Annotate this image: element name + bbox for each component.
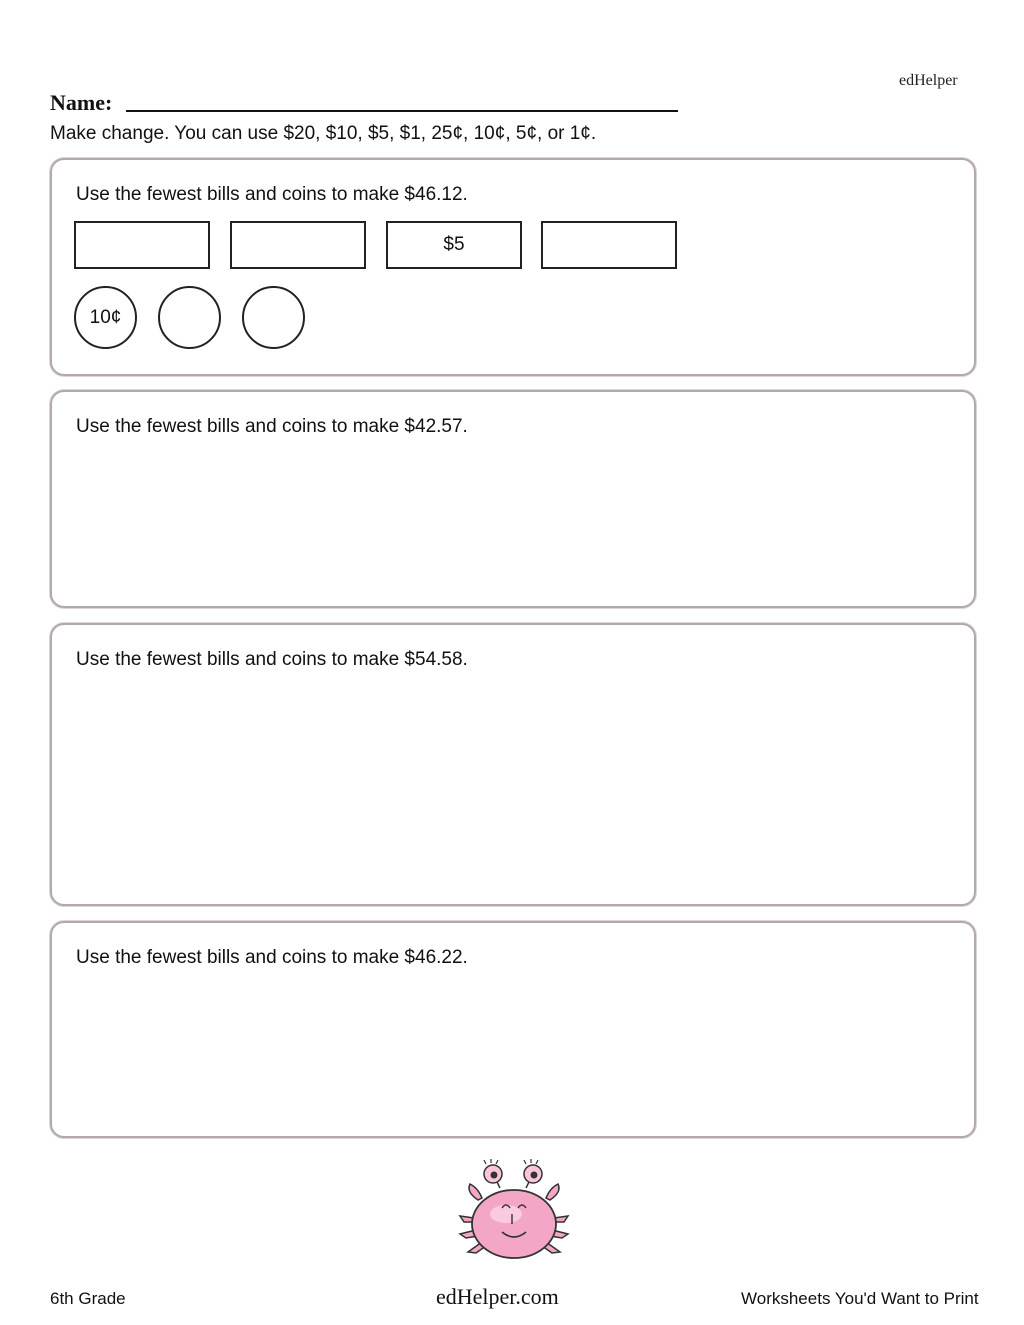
- brand-label: edHelper: [899, 72, 958, 89]
- bill-box-1[interactable]: [74, 221, 210, 269]
- instructions: Make change. You can use $20, $10, $5, $1, 25¢, 10¢, 5¢, or 1¢.: [50, 123, 597, 144]
- footer-site: edHelper.com: [436, 1284, 559, 1309]
- problem-panel-2: [50, 390, 976, 608]
- problem-panel-1: [50, 158, 976, 376]
- bill-box-3[interactable]: $5: [386, 221, 522, 269]
- name-row: [50, 88, 630, 116]
- name-field[interactable]: [126, 110, 678, 112]
- coin-circle-2[interactable]: [158, 286, 221, 349]
- footer-tagline: Worksheets You'd Want to Print: [741, 1289, 979, 1308]
- problem-prompt: Use the fewest bills and coins to make $46.12.: [76, 184, 468, 205]
- problem-prompt: Use the fewest bills and coins to make $46.22.: [76, 947, 468, 968]
- name-label: Name:: [50, 90, 113, 115]
- bill-box-4[interactable]: [541, 221, 677, 269]
- footer-grade: 6th Grade: [50, 1289, 126, 1308]
- bill-box-2[interactable]: [230, 221, 366, 269]
- problem-prompt: Use the fewest bills and coins to make $42.57.: [76, 416, 468, 437]
- coin-circle-3[interactable]: [242, 286, 305, 349]
- problem-prompt: Use the fewest bills and coins to make $54.58.: [76, 649, 468, 670]
- crab-mascot-icon: [456, 1158, 572, 1264]
- coin-circle-1[interactable]: 10¢: [74, 286, 137, 349]
- problem-panel-3: [50, 623, 976, 906]
- problem-panel-4: [50, 921, 976, 1138]
